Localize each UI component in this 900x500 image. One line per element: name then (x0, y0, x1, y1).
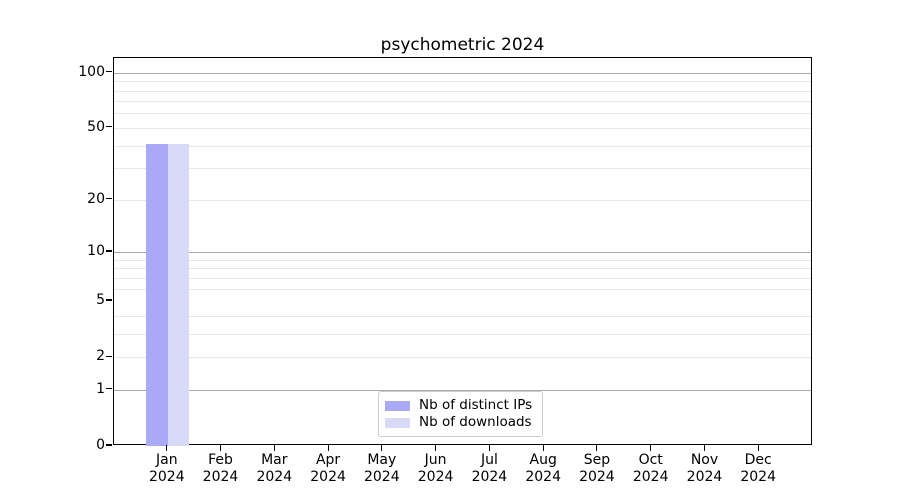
bar-downloads-0 (168, 144, 190, 446)
xtick-month: Nov (690, 452, 719, 468)
xtick-month: Dec (744, 452, 772, 468)
xtick-mark-aug (543, 445, 544, 451)
legend-swatch-icon (385, 401, 410, 411)
gridline-minor-y20 (114, 200, 811, 201)
gridline-minor-y2 (114, 357, 811, 358)
xtick-mark-dec (758, 445, 759, 451)
xtick-mark-feb (220, 445, 221, 451)
bar-distinct-ips-0 (146, 144, 168, 446)
xtick-label-mar (244, 452, 304, 486)
ytick-mark-y0 (106, 444, 112, 445)
xtick-mark-nov (704, 445, 705, 451)
ytick-mark-y2 (106, 356, 112, 357)
xtick-month: Jun (424, 452, 447, 468)
ytick-label-y0: 0 (96, 437, 105, 453)
xtick-year: 2024 (579, 469, 615, 485)
chart-title: psychometric 2024 (380, 35, 545, 55)
xtick-month: Sep (583, 452, 611, 468)
gridline-minor-y3 (114, 334, 811, 335)
xtick-label-apr (298, 452, 358, 486)
legend-entry-distinct-ips (385, 398, 534, 413)
xtick-month: Jan (156, 452, 178, 468)
xtick-year: 2024 (740, 469, 776, 485)
legend-label: Nb of downloads (419, 414, 532, 430)
xtick-mark-may (381, 445, 382, 451)
xtick-mark-sep (596, 445, 597, 451)
xtick-label-oct (621, 452, 681, 486)
ytick-mark-y10 (106, 250, 112, 251)
xtick-year: 2024 (686, 469, 723, 485)
xtick-mark-jan (166, 445, 167, 451)
xtick-year: 2024 (310, 469, 346, 485)
gridline-minor-y30 (114, 168, 811, 169)
ytick-label-y2: 2 (96, 348, 105, 365)
ytick-label-y50: 50 (87, 118, 105, 135)
gridline-minor-y6 (114, 289, 811, 290)
ytick-label-y20: 20 (87, 190, 105, 207)
xtick-month: Mar (261, 452, 288, 468)
xtick-year: 2024 (202, 469, 239, 485)
ytick-label-y1: 1 (96, 380, 105, 397)
xtick-month: May (367, 452, 397, 468)
xtick-month: Apr (315, 452, 341, 468)
gridline-minor-y90 (114, 81, 811, 82)
xtick-year: 2024 (148, 469, 185, 485)
gridline-major-y10 (114, 252, 811, 253)
xtick-year: 2024 (417, 469, 454, 485)
legend-label: Nb of distinct IPs (419, 397, 533, 413)
ytick-mark-y100 (106, 71, 112, 72)
xtick-year: 2024 (471, 469, 508, 485)
gridline-minor-y80 (114, 91, 811, 92)
ytick-mark-y20 (106, 198, 112, 199)
xtick-label-jun (406, 452, 466, 486)
gridline-minor-y9 (114, 260, 811, 261)
legend-swatch-icon (385, 418, 410, 428)
xtick-month: Jul (480, 452, 498, 468)
xtick-label-dec (728, 452, 788, 486)
xtick-month: Aug (529, 452, 557, 468)
gridline-minor-y50 (114, 128, 811, 129)
gridline-minor-y7 (114, 278, 811, 279)
gridline-minor-y4 (114, 316, 811, 317)
xtick-label-feb (191, 452, 251, 486)
xtick-mark-mar (274, 445, 275, 451)
gridline-minor-y70 (114, 101, 811, 102)
legend-entry-downloads (385, 415, 534, 430)
xtick-label-jul (459, 452, 519, 486)
xtick-year: 2024 (632, 469, 669, 485)
xtick-year: 2024 (363, 469, 400, 485)
xtick-year: 2024 (256, 469, 293, 485)
xtick-year: 2024 (525, 469, 561, 485)
plot-area (113, 57, 812, 445)
gridline-minor-y8 (114, 268, 811, 269)
xtick-label-aug (513, 452, 573, 486)
xtick-mark-oct (650, 445, 651, 451)
gridline-minor-y40 (114, 146, 811, 147)
ytick-mark-y5 (106, 299, 112, 300)
ytick-mark-y50 (106, 126, 112, 127)
ytick-label-y10: 10 (87, 243, 105, 259)
xtick-label-sep (567, 452, 627, 486)
ytick-label-y100: 100 (78, 63, 105, 80)
gridline-major-y100 (114, 73, 811, 74)
xtick-label-jan (137, 452, 197, 486)
legend (378, 391, 543, 437)
xtick-mark-jun (435, 445, 436, 451)
xtick-mark-apr (328, 445, 329, 451)
xtick-month: Oct (638, 452, 663, 468)
ytick-label-y5: 5 (96, 292, 105, 308)
xtick-mark-jul (489, 445, 490, 451)
xtick-label-may (352, 452, 412, 486)
xtick-month: Feb (208, 452, 233, 468)
gridline-minor-y60 (114, 113, 811, 114)
ytick-mark-y1 (106, 388, 112, 389)
xtick-label-nov (675, 452, 735, 486)
